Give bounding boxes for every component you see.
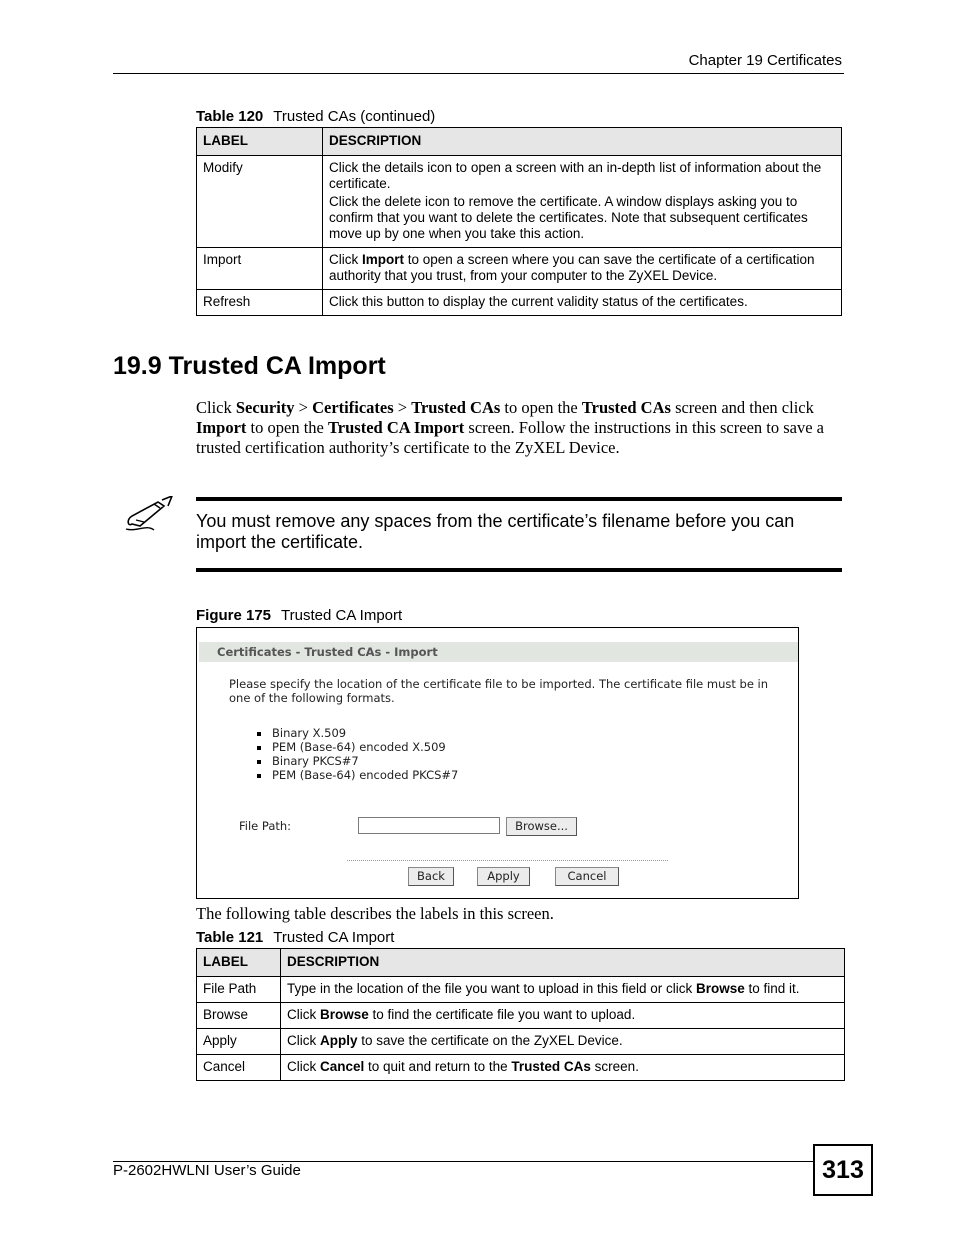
row-description [281, 1055, 845, 1081]
row-description [323, 156, 842, 248]
text-run: to find it. [744, 981, 800, 996]
row-label: Import [197, 248, 323, 290]
text-run: Click [196, 398, 236, 417]
text-run: to find the certificate file you want to upload. [368, 1007, 636, 1022]
apply-button[interactable]: Apply [477, 867, 530, 886]
row-label: Cancel [197, 1055, 281, 1081]
file-path-input[interactable] [358, 817, 500, 834]
note-text: You must remove any spaces from the certificate’s filename before you can import the certificate. [196, 511, 795, 552]
table-120-caption [196, 108, 435, 125]
table-121 [196, 948, 845, 1081]
figure-caption [196, 607, 402, 624]
table-row [197, 1003, 845, 1029]
table-120 [196, 127, 842, 316]
text-run: screen. [590, 1059, 639, 1074]
footer-guide-name: P-2602HWLNI User’s Guide [113, 1162, 301, 1179]
row-description [281, 977, 845, 1003]
text-run: to open the [246, 418, 328, 437]
bold-term: Trusted CAs [511, 1059, 591, 1074]
text-run: Click [287, 1059, 320, 1074]
list-item: Binary PKCS#7 [257, 754, 458, 768]
divider [347, 860, 668, 861]
header-rule [113, 73, 844, 74]
text-run: > [393, 398, 412, 417]
figure-caption-title: Trusted CA Import [281, 607, 403, 624]
table-row [197, 156, 842, 248]
table-row [197, 1029, 845, 1055]
table-row [197, 1055, 845, 1081]
bold-term: Cancel [320, 1059, 365, 1074]
note-rule-top [196, 497, 842, 501]
table-row [197, 977, 845, 1003]
text-run: Click [287, 1007, 320, 1022]
bold-term: Browse [695, 981, 745, 996]
row-description [323, 248, 842, 290]
screen-instructions: Please specify the location of the certificate file to be imported. The certificate file must be in one of the following formats. [229, 677, 769, 705]
table-row [197, 290, 842, 316]
table-header-row [197, 128, 842, 156]
row-label: Modify [197, 156, 323, 248]
column-header-description: DESCRIPTION [281, 949, 845, 977]
bold-term: Trusted CAs [411, 398, 501, 417]
cancel-button[interactable]: Cancel [555, 867, 619, 886]
following-table-text: The following table describes the labels in this screen. [196, 904, 554, 923]
table-caption-title: Trusted CAs (continued) [273, 108, 436, 125]
bold-term: Import [196, 418, 247, 437]
section-title: 19.9 Trusted CA Import [113, 352, 386, 380]
row-description [281, 1029, 845, 1055]
text-run: to save the certificate on the ZyXEL Device. [357, 1033, 623, 1048]
bold-term: Security [235, 398, 295, 417]
row-description [281, 1003, 845, 1029]
table-caption-label: Table 121 [196, 929, 264, 946]
bold-term: Trusted CAs [581, 398, 671, 417]
screen-title: Certificates - Trusted CAs - Import [217, 645, 438, 659]
page-number: 313 [813, 1144, 873, 1196]
table-row [197, 248, 842, 290]
column-header-description: DESCRIPTION [323, 128, 842, 156]
text-run: to open a screen where you can save the certificate of a certification authority that you trust, from your computer to the ZyXEL Device. [329, 252, 815, 283]
text-run: Type in the location of the file you want to upload in this field or click [287, 981, 696, 996]
bold-term: Browse [320, 1007, 369, 1022]
row-label: File Path [197, 977, 281, 1003]
bold-term: Import [362, 252, 404, 267]
format-list [257, 726, 458, 782]
text-run: > [294, 398, 313, 417]
trusted-ca-import-screenshot [196, 627, 799, 899]
figure-caption-label: Figure 175 [196, 607, 272, 624]
section-paragraph [196, 398, 842, 458]
note-rule-bottom [196, 568, 842, 572]
description-paragraph: Click the details icon to open a screen with an in-depth list of information about the certificate. [329, 160, 822, 191]
bold-term: Apply [320, 1033, 358, 1048]
row-label: Refresh [197, 290, 323, 316]
pen-note-icon [124, 496, 176, 532]
list-item: Binary X.509 [257, 726, 458, 740]
table-caption-label: Table 120 [196, 108, 264, 125]
column-header-label: LABEL [197, 128, 323, 156]
file-path-label: File Path: [239, 819, 292, 833]
text-run: screen. Follow the instructions in this screen to save a trusted certification authority’s certificate to the ZyXEL Device. [196, 418, 824, 457]
row-description: Click this button to display the current validity status of the certificates. [323, 290, 842, 316]
text-run: to open the [500, 398, 582, 417]
bold-term: Trusted CA Import [328, 418, 465, 437]
description-paragraph: Click the delete icon to remove the certificate. A window displays asking you to confirm that you want to delete the certificates. Note that subsequent certificates move up by one when you take this action. [329, 194, 808, 241]
screen-title-bar [199, 642, 798, 662]
bold-term: Certificates [312, 398, 394, 417]
row-label: Browse [197, 1003, 281, 1029]
table-caption-title: Trusted CA Import [273, 929, 395, 946]
text-run: to quit and return to the [364, 1059, 512, 1074]
running-header: Chapter 19 Certificates [688, 52, 842, 69]
text-run: Click [329, 252, 362, 267]
list-item: PEM (Base-64) encoded PKCS#7 [257, 768, 458, 782]
back-button[interactable]: Back [408, 867, 454, 886]
browse-button[interactable]: Browse... [506, 817, 577, 836]
row-label: Apply [197, 1029, 281, 1055]
table-header-row [197, 949, 845, 977]
text-run: screen and then click [670, 398, 814, 417]
table-121-caption [196, 929, 394, 946]
text-run: Click [287, 1033, 320, 1048]
column-header-label: LABEL [197, 949, 281, 977]
list-item: PEM (Base-64) encoded X.509 [257, 740, 458, 754]
